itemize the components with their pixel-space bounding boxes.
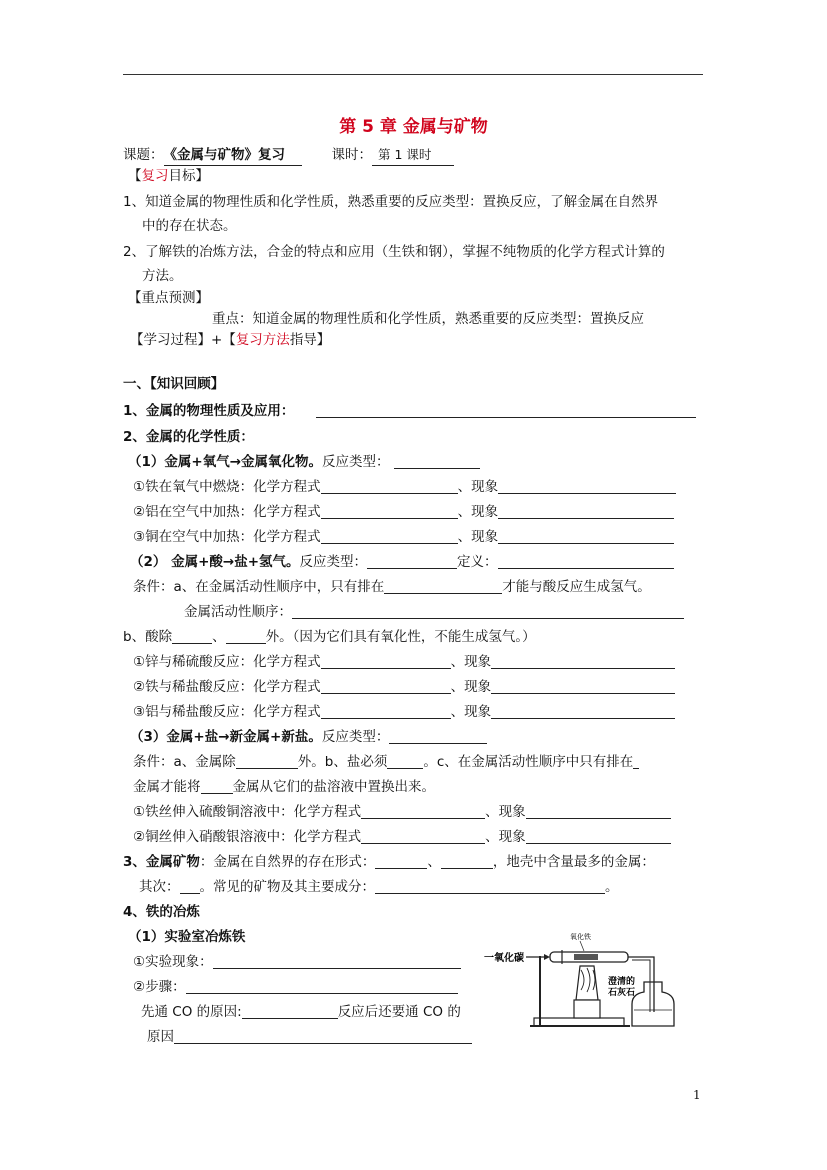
s2-type-blank[interactable] <box>367 553 457 569</box>
q3-blank-2[interactable] <box>441 853 493 869</box>
acid-condition-b: b、酸除 、 外。（因为它们具有氧化性，不能生成氢气。） <box>123 629 536 645</box>
lesson-meta <box>123 145 454 166</box>
c3-blank-1[interactable] <box>236 753 298 769</box>
salt-condition-cont: 金属才能将 金属从它们的盐溶液中置换出来。 <box>133 779 435 795</box>
acid-row-2: ②铁与稀盐酸反应：化学方程式 、现象 <box>133 677 675 697</box>
cond-b-blank-2[interactable] <box>226 628 266 644</box>
salt-row-1: ①铁丝伸入硫酸铜溶液中：化学方程式 、现象 <box>133 802 671 822</box>
r1-eq-blank[interactable] <box>321 478 458 494</box>
co-label: 一氧化碳 <box>484 953 524 964</box>
keypoints-text: 重点：知道金属的物理性质和化学性质，熟悉重要的反应类型：置换反应 <box>212 311 644 327</box>
iron-smelting-apparatus-diagram <box>482 930 680 1030</box>
activity-blank[interactable] <box>292 603 684 619</box>
exp-co-reason-2: 原因 <box>147 1027 472 1047</box>
acid-row-3: ③铝与稀盐酸反应：化学方程式 、现象 <box>133 702 675 722</box>
oxygen-row-1: ①铁在氧气中燃烧：化学方程式 、现象 <box>133 477 676 497</box>
flame-icon <box>581 968 595 992</box>
m1-phen-blank[interactable] <box>526 803 671 819</box>
q3-line-2: 其次： 。常见的矿物及其主要成分： 。 <box>139 879 619 895</box>
a1-eq-blank[interactable] <box>321 653 451 669</box>
iron-oxide-sample <box>574 954 598 960</box>
exp-phen-blank[interactable] <box>213 953 461 969</box>
q1-blank[interactable] <box>316 402 696 418</box>
salt-condition: 条件：a、金属除 外。b、盐必须 。c、在金属活动性顺序中只有排在 <box>133 752 639 772</box>
header-rule <box>123 74 703 75</box>
exp-phenomenon: ①实验现象： <box>133 952 461 972</box>
a1-phen-blank[interactable] <box>491 653 675 669</box>
c3-blank-3[interactable] <box>633 753 639 769</box>
process-heading: 【学习过程】+【复习方法指导】 <box>130 332 331 348</box>
oxygen-row-3: ③铜在空气中加热：化学方程式 、现象 <box>133 527 674 547</box>
subsection-1: （1）金属+氧气→金属氧化物。反应类型： <box>128 452 480 472</box>
section-heading: 一、【知识回顾】 <box>123 376 225 392</box>
activity-series: 金属活动性顺序： <box>184 602 684 622</box>
a2-phen-blank[interactable] <box>491 678 675 694</box>
q3b-blank-1[interactable] <box>180 878 200 894</box>
q4-sub-1: （1）实验室冶炼铁 <box>128 929 246 945</box>
hours-label: 课时： <box>331 147 372 163</box>
q2-label: 2、金属的化学性质： <box>123 429 254 445</box>
r3-phen-blank[interactable] <box>498 528 674 544</box>
subsection-3: （3）金属+盐→新金属+新盐。反应类型： <box>130 727 487 747</box>
q4-label: 4、铁的冶炼 <box>123 904 200 920</box>
acid-condition-a: 条件：a、在金属活动性顺序中，只有排在 才能与酸反应生成氢气。 <box>133 579 651 595</box>
m1-eq-blank[interactable] <box>361 803 485 819</box>
salt-row-2: ②铜丝伸入硝酸银溶液中：化学方程式 、现象 <box>133 827 671 847</box>
arrow-head-icon <box>544 954 550 960</box>
objectives-heading: 【复习目标】 <box>128 168 209 184</box>
m2-eq-blank[interactable] <box>361 828 485 844</box>
objective-1-line1: 1、知道金属的物理性质和化学性质，熟悉重要的反应类型：置换反应，了解金属在自然界 <box>123 194 659 210</box>
co-reason-blank[interactable] <box>242 1003 338 1019</box>
m2-phen-blank[interactable] <box>526 828 671 844</box>
q1-label: 1、金属的物理性质及应用： <box>123 403 295 419</box>
q3-blank-1[interactable] <box>375 853 427 869</box>
a3-eq-blank[interactable] <box>321 703 451 719</box>
s2-def-blank[interactable] <box>498 553 674 569</box>
s3-type-blank[interactable] <box>389 728 487 744</box>
hours-value: 第 1 课时 <box>372 145 454 166</box>
a3-phen-blank[interactable] <box>491 703 675 719</box>
chapter-title: 第 5 章 金属与矿物 <box>339 117 488 137</box>
q3b-blank-2[interactable] <box>375 878 605 894</box>
exp-co-reason: 先通 CO 的原因: 反应后还要通 CO 的 <box>141 1004 461 1020</box>
r2-phen-blank[interactable] <box>498 503 674 519</box>
objective-2-line2: 方法。 <box>142 268 183 284</box>
topic-value: 《金属与矿物》复习 <box>164 145 302 166</box>
c3-blank-4[interactable] <box>201 778 233 794</box>
r2-eq-blank[interactable] <box>321 503 458 519</box>
subsection-2: （2） 金属+酸→盐+氢气。反应类型： 定义： <box>130 552 674 572</box>
s1-type-blank[interactable] <box>394 453 480 469</box>
co-reason-blank-2[interactable] <box>174 1028 472 1044</box>
iron-oxide-label: 氧化铁 <box>570 933 591 941</box>
limewater-bottle <box>632 982 674 1026</box>
page-number: 1 <box>693 1088 701 1102</box>
exp-steps-blank[interactable] <box>186 978 458 994</box>
objective-2-line1: 2、了解铁的冶炼方法，合金的特点和应用（生铁和钢），掌握不纯物质的化学方程式计算的 <box>123 244 665 260</box>
q3-line: 3、金属矿物：金属在自然界的存在形式： 、 ，地壳中含量最多的金属： <box>123 854 655 870</box>
c3-blank-2[interactable] <box>387 753 423 769</box>
r1-phen-blank[interactable] <box>498 478 676 494</box>
keypoints-heading: 【重点预测】 <box>128 290 209 306</box>
a2-eq-blank[interactable] <box>321 678 451 694</box>
lamp-icon <box>574 1000 600 1018</box>
topic-label: 课题： <box>123 147 164 163</box>
r3-eq-blank[interactable] <box>321 528 458 544</box>
oxygen-row-2: ②铝在空气中加热：化学方程式 、现象 <box>133 502 674 522</box>
exp-steps: ②步骤： <box>133 977 458 997</box>
limewater-label-1: 澄清的 <box>608 977 636 987</box>
cond-b-blank-1[interactable] <box>172 628 212 644</box>
limewater-label-2: 石灰石 <box>608 988 636 998</box>
objective-1-line2: 中的存在状态。 <box>142 218 237 234</box>
cond-a-blank[interactable] <box>384 578 502 594</box>
acid-row-1: ①锌与稀硫酸反应：化学方程式 、现象 <box>133 652 675 672</box>
